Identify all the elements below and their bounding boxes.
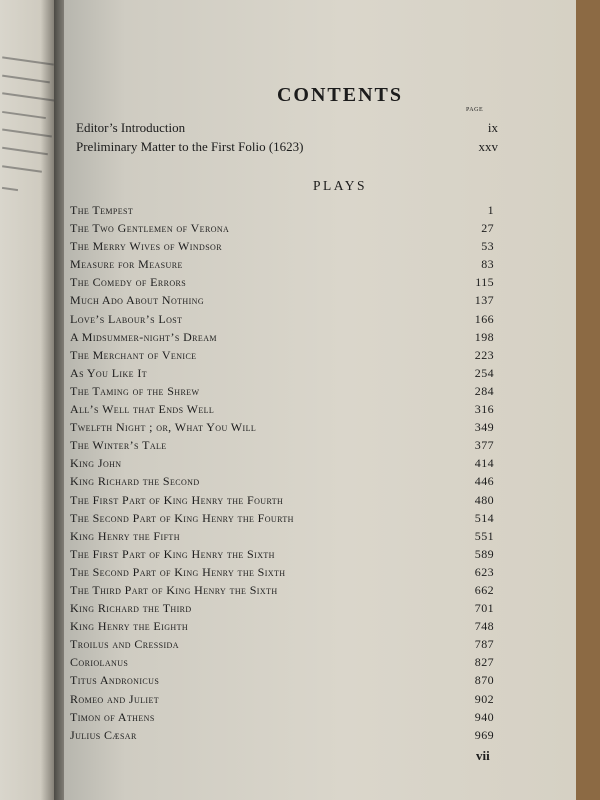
play-entry [70, 617, 494, 635]
play-entry [70, 653, 494, 671]
play-page: 827 [474, 655, 494, 670]
play-title: The Two Gentlemen of Verona [70, 221, 230, 236]
play-title: Twelfth Night ; or, What You Will [70, 420, 257, 435]
play-entry [70, 382, 494, 400]
play-title: Julius Cæsar [70, 727, 137, 742]
play-entry [70, 690, 494, 708]
left-page-text-line [2, 129, 52, 138]
play-page: 870 [474, 673, 494, 688]
front-matter-entry [76, 120, 498, 136]
play-entry [70, 581, 494, 599]
play-title: The Merry Wives of Windsor [70, 239, 222, 254]
play-page: 254 [474, 365, 494, 380]
play-title: King Henry the Fifth [70, 528, 180, 543]
play-entry [70, 599, 494, 617]
play-entry [70, 671, 494, 689]
play-entry [70, 418, 494, 436]
left-page-text-line [2, 75, 50, 84]
play-entry [70, 726, 494, 744]
left-page-text-line [2, 111, 46, 119]
play-title: The Comedy of Errors [70, 275, 187, 290]
play-title: Coriolanus [70, 655, 129, 670]
play-page: 514 [474, 510, 494, 525]
play-entry [70, 509, 494, 527]
play-title: The Third Part of King Henry the Sixth [70, 582, 278, 597]
play-entry [70, 563, 494, 581]
play-entry [70, 364, 494, 382]
play-title: Troilus and Cressida [70, 637, 179, 652]
entry-title: Editor’s Introduction [76, 120, 186, 135]
play-entry [70, 708, 494, 726]
play-title: All’s Well that Ends Well [70, 402, 215, 417]
play-entry [70, 219, 494, 237]
play-title: A Midsummer-night’s Dream [70, 329, 217, 344]
play-entry [70, 201, 494, 219]
play-entry [70, 527, 494, 545]
play-page: 787 [474, 637, 494, 652]
play-page: 940 [474, 709, 494, 724]
left-page-text-line [2, 187, 18, 191]
play-title: Much Ado About Nothing [70, 293, 205, 308]
play-page: 623 [474, 564, 494, 579]
play-page: 551 [474, 528, 494, 543]
play-title: The Winter’s Tale [70, 438, 167, 453]
play-title: The Second Part of King Henry the Sixth [70, 564, 286, 579]
play-title: The Tempest [70, 203, 134, 217]
left-page [0, 0, 58, 800]
play-page: 589 [474, 546, 494, 561]
play-title: King Henry the Eighth [70, 619, 189, 634]
play-page: 1 [487, 203, 494, 217]
left-page-text-line [2, 56, 54, 65]
play-entry [70, 454, 494, 472]
play-entry [70, 472, 494, 490]
play-page: 27 [481, 221, 494, 236]
page-number: vii [476, 748, 490, 763]
play-page: 137 [474, 293, 494, 308]
page-title: CONTENTS [276, 84, 404, 106]
play-title: The First Part of King Henry the Fourth [70, 492, 284, 507]
play-title: The First Part of King Henry the Sixth [70, 546, 275, 561]
play-title: As You Like It [70, 365, 148, 380]
play-page: 969 [474, 727, 494, 742]
play-entry [70, 310, 494, 328]
play-entry [70, 635, 494, 653]
play-entry [70, 237, 494, 255]
play-page: 223 [474, 347, 494, 362]
left-page-text-line [2, 165, 42, 173]
left-page-text-line [2, 147, 48, 155]
play-page: 377 [474, 438, 494, 453]
plays-list [70, 201, 494, 744]
play-title: The Merchant of Venice [70, 347, 197, 362]
entry-title: Preliminary Matter to the First Folio (1623) [76, 139, 304, 154]
play-page: 166 [474, 311, 494, 326]
play-title: Romeo and Juliet [70, 691, 160, 706]
front-matter-entry [76, 139, 498, 155]
entry-page: xxv [478, 139, 498, 154]
play-title: Timon of Athens [70, 709, 155, 724]
play-entry [70, 346, 494, 364]
play-page: 414 [474, 456, 494, 471]
play-page: 349 [474, 420, 494, 435]
page-column-label: PAGE [466, 107, 484, 113]
play-title: Titus Andronicus [70, 673, 160, 688]
play-entry [70, 255, 494, 273]
play-entry [70, 400, 494, 418]
play-page: 115 [475, 275, 494, 290]
section-heading: PLAYS [312, 178, 368, 193]
play-entry [70, 291, 494, 309]
play-page: 748 [474, 619, 494, 634]
play-entry [70, 273, 494, 291]
play-page: 701 [474, 601, 494, 616]
contents-page [64, 0, 576, 800]
play-entry [70, 328, 494, 346]
table-surface [576, 0, 600, 800]
play-title: King Richard the Second [70, 474, 200, 489]
play-entry [70, 436, 494, 454]
play-title: The Taming of the Shrew [70, 383, 200, 398]
play-title: Love’s Labour’s Lost [70, 311, 183, 326]
play-page: 902 [474, 691, 494, 706]
play-title: King John [70, 456, 122, 471]
play-title: The Second Part of King Henry the Fourth [70, 510, 294, 525]
play-page: 198 [474, 329, 494, 344]
play-page: 480 [474, 492, 494, 507]
entry-page: ix [487, 120, 498, 135]
play-page: 284 [474, 383, 494, 398]
play-page: 83 [481, 257, 494, 272]
play-page: 446 [474, 474, 494, 489]
play-page: 53 [481, 239, 494, 254]
left-page-text-line [2, 92, 56, 101]
play-page: 662 [474, 582, 494, 597]
play-entry [70, 545, 494, 563]
play-title: King Richard the Third [70, 601, 192, 616]
play-title: Measure for Measure [70, 257, 183, 272]
play-entry [70, 491, 494, 509]
play-page: 316 [474, 402, 494, 417]
